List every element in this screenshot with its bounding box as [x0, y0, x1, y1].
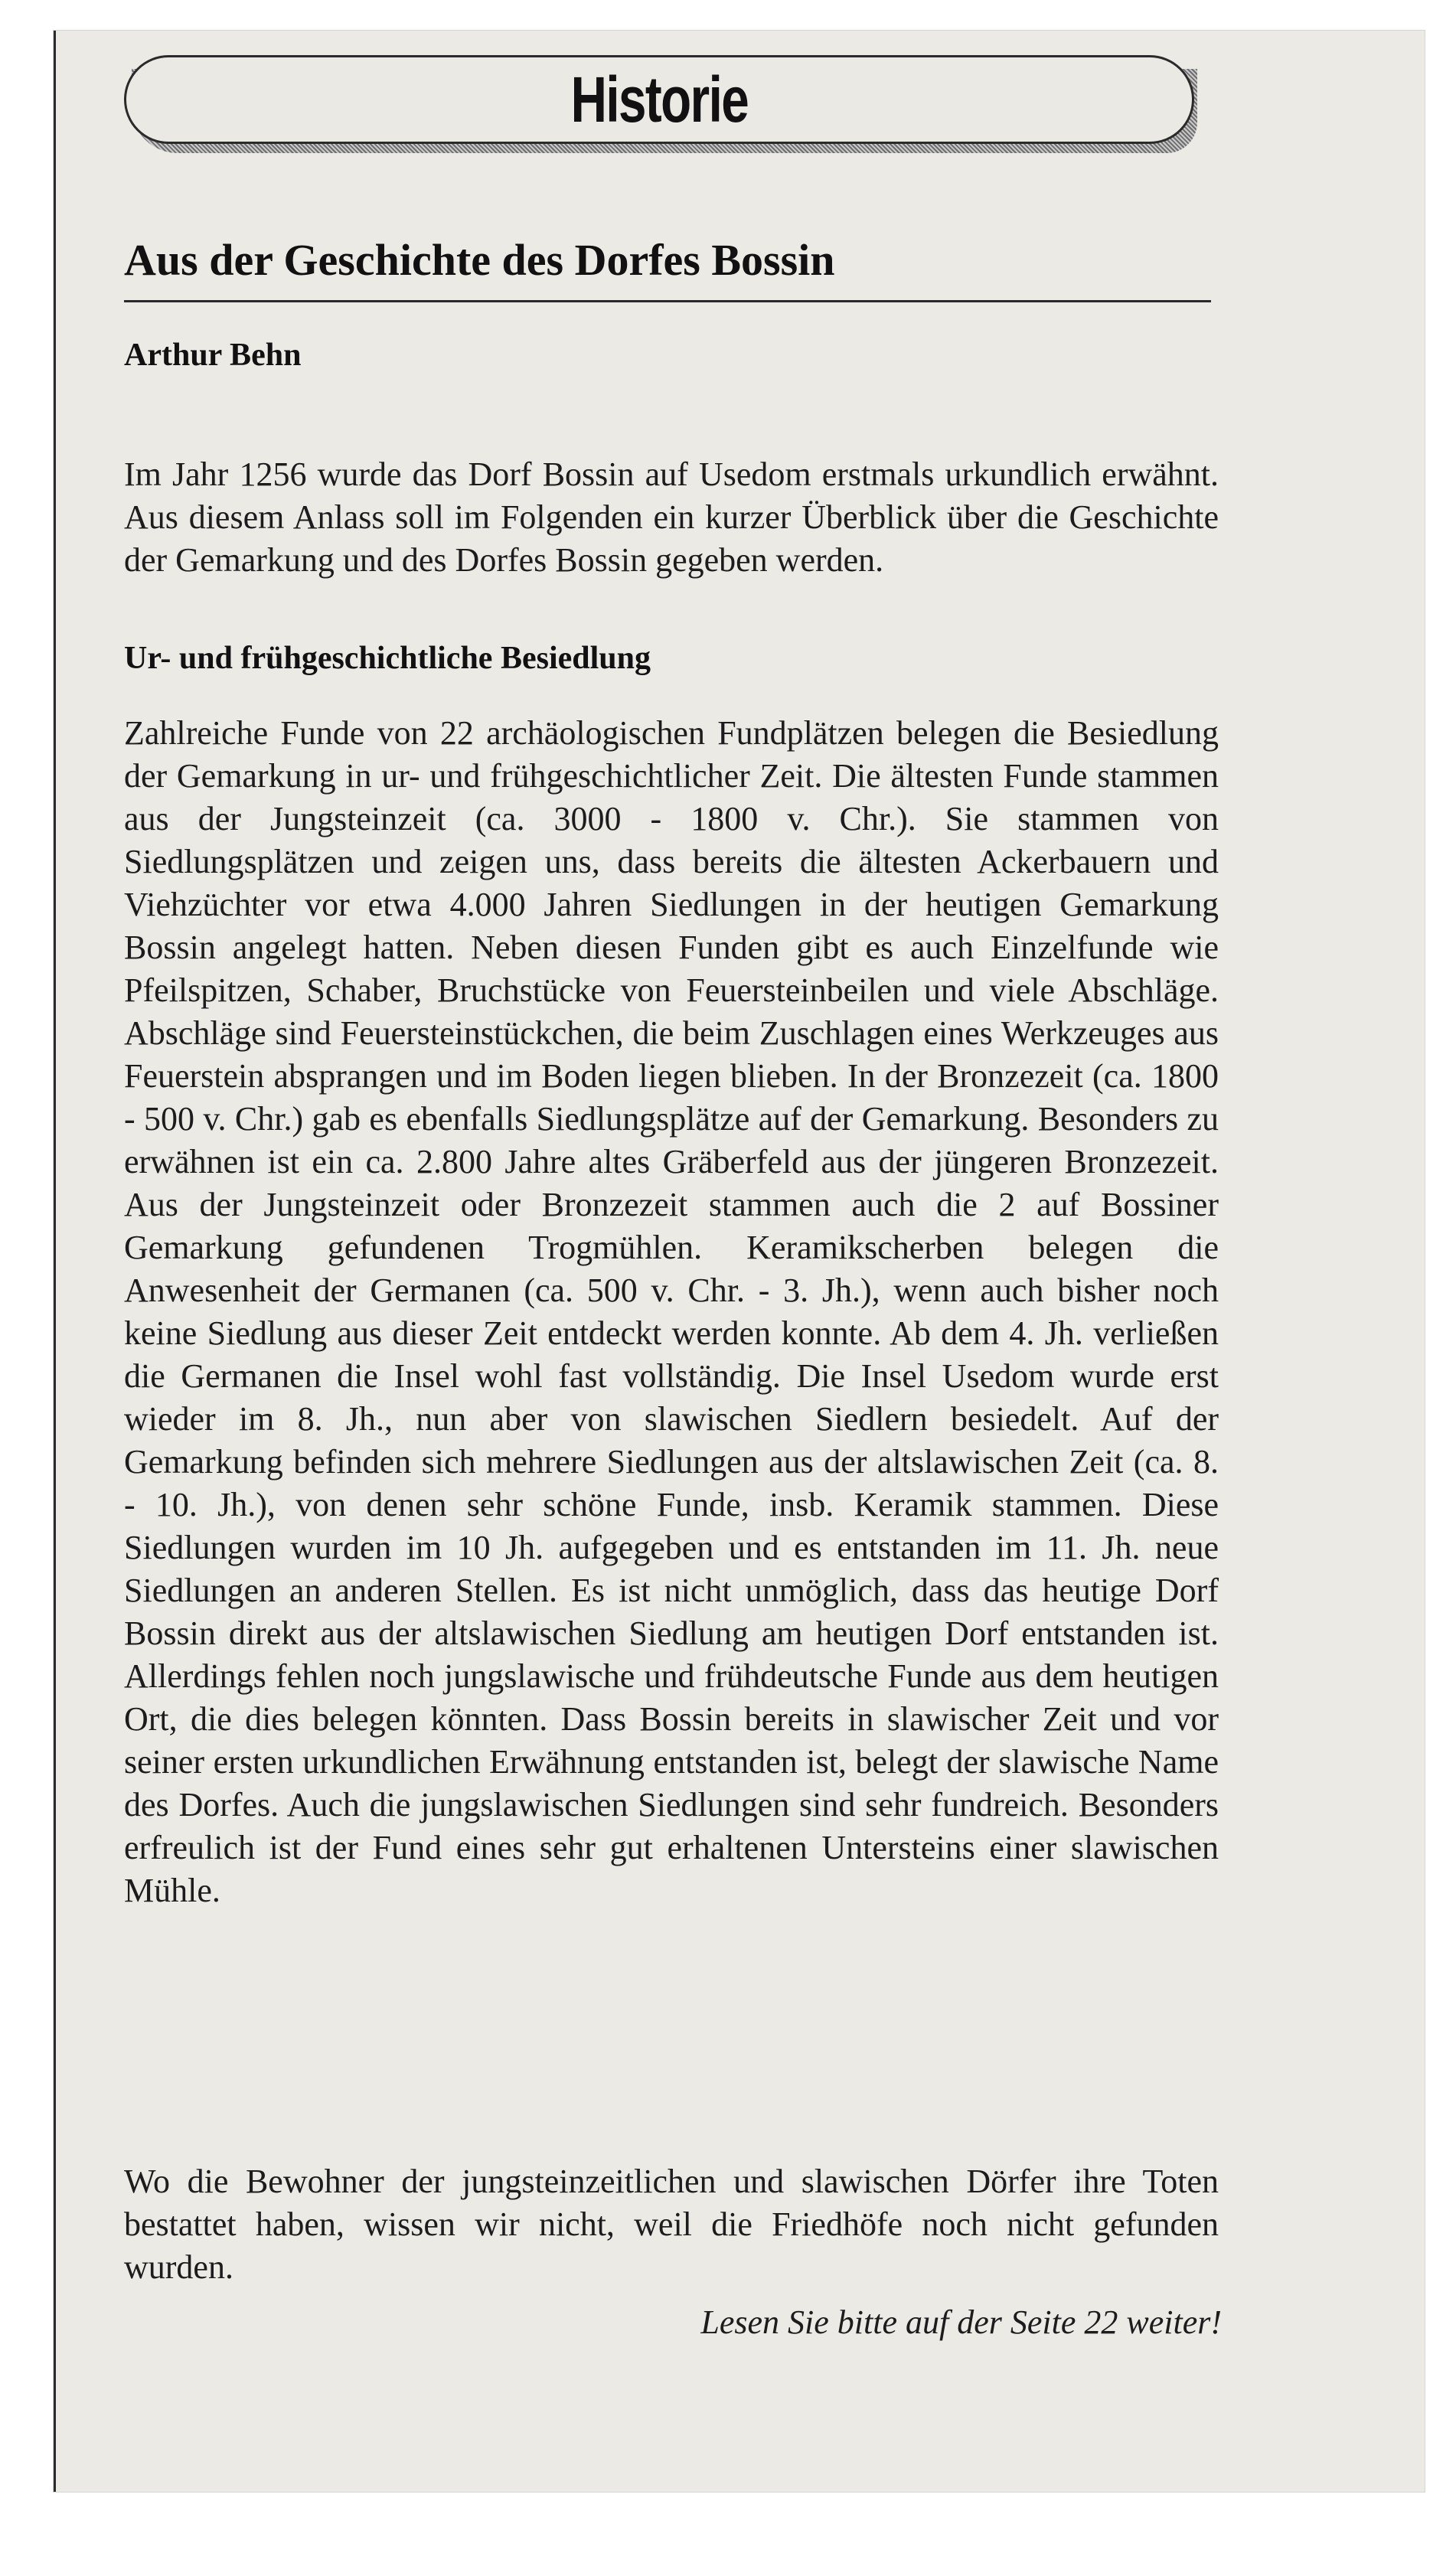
article-author: Arthur Behn	[124, 338, 302, 373]
title-divider	[124, 300, 1211, 302]
section-title: Historie	[570, 64, 748, 135]
continuation-note: Lesen Sie bitte auf der Seite 22 weiter!	[700, 2303, 1222, 2341]
intro-paragraph: Im Jahr 1256 wurde das Dorf Bossin auf Usedom erstmals urkundlich erwähnt. Aus diesem Anlass soll im Folgenden ein kurzer Überblick über die Geschichte der Gemarkung und des Dorfes Bossin gegeben werden.	[124, 455, 1219, 579]
body-paragraph-1: Zahlreiche Funde von 22 archäologischen Fundplätzen belegen die Besiedlung der Gemarkung in ur- und frühgeschichtlicher Zeit. Die ältesten Funde stammen aus der Jungsteinzeit (ca. 3000 - 1800 v. Chr.). Sie stammen von Siedlungsplätzen und zeigen uns, dass bereits die ältesten Ackerbauern und Viehzüchter vor etwa 4.000 Jahren Siedlungen in der heutigen Gemarkung Bossin angelegt hatten. Neben diesen Funden gibt es auch Einzelfunde wie Pfeilspitzen, Schaber, Bruchstücke von Feuersteinbeilen und viele Abschläge. Abschläge sind Feuersteinstückchen, die beim Zuschlagen eines Werkzeuges aus Feuerstein absprangen und im Boden liegen blieben. In der Bronzezeit (ca. 1800 - 500 v. Chr.) gab es ebenfalls Siedlungsplätze auf der Gemarkung. Besonders zu erwähnen ist ein ca. 2.800 Jahre altes Gräberfeld aus der jüngeren Bronzezeit. Aus der Jungsteinzeit oder Bronzezeit stammen auch die 2 auf Bossiner Gemarkung gefundenen Trogmühlen. Keramikscherben belegen die Anwesenheit der Germanen (ca. 500 v. Chr. - 3. Jh.), wenn auch bisher noch keine Siedlung aus dieser Zeit entdeckt werden konnte. Ab dem 4. Jh. verließen die Germanen die Insel wohl fast vollständig. Die Insel Usedom wurde erst wieder im 8. Jh., nun aber von slawischen Siedlern besiedelt. Auf der Gemarkung befinden sich mehrere Siedlungen aus der altslawischen Zeit (ca. 8. - 10. Jh.), von denen sehr schöne Funde, insb. Keramik stammen. Diese Siedlungen wurden im 10 Jh. aufgegeben und es entstanden im 11. Jh. neue Siedlungen an anderen Stellen. Es ist nicht unmöglich, dass das heutige Dorf Bossin direkt aus der altslawischen Siedlung am heutigen Dorf entstanden ist. Allerdings fehlen noch jungslawische und frühdeutsche Funde aus dem heutigen Ort, die dies belegen könnten. Dass Bossin bereits in slawischer Zeit und vor seiner ersten urkundlichen Erwähnung entstanden ist, belegt der slawische Name des Dorfes. Auch die jungslawischen Siedlungen sind sehr fundreich. Besonders erfreulich ist der Fund eines sehr gut erhaltenen Untersteins einer slawischen Mühle.	[124, 714, 1219, 1909]
section-heading: Ur- und frühgeschichtliche Besiedlung	[124, 641, 651, 676]
banner-box	[124, 55, 1194, 144]
article-title: Aus der Geschichte des Dorfes Bossin	[124, 235, 835, 285]
section-banner	[124, 55, 1202, 156]
body-paragraph-2: Wo die Bewohner der jungsteinzeitlichen und slawischen Dörfer ihre Toten bestattet haben, wissen wir nicht, weil die Friedhöfe noch nicht gefunden wurden.	[124, 2163, 1219, 2286]
